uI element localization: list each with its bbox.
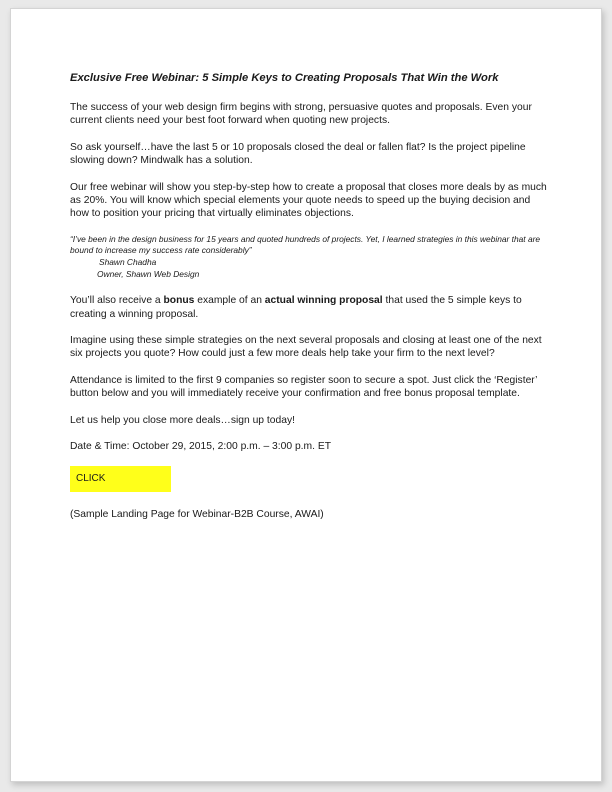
click-register-button[interactable]: CLICK	[70, 466, 171, 492]
testimonial-text: “I’ve been in the design business for 15 years and quoted hundreds of projects. Yet, I learned strategies in this webinar that are bound to increase my success rate considerably”	[70, 233, 541, 256]
testimonial-quote	[70, 234, 550, 280]
bonus-paragraph	[70, 294, 550, 321]
document-content	[70, 71, 550, 535]
signup-paragraph: Let us help you close more deals…sign up today!	[70, 414, 295, 426]
bonus-text-end: that used the 5 simple keys to creating a winning proposal.	[70, 295, 522, 320]
bonus-text-middle: example of an	[194, 295, 265, 307]
bonus-text-start: You’ll also receive a	[70, 295, 164, 307]
bonus-bold: bonus	[163, 295, 195, 307]
caption: (Sample Landing Page for Webinar-B2B Course, AWAI)	[70, 509, 324, 521]
attendance-paragraph: Attendance is limited to the first 9 companies so register soon to secure a spot. Just click the ‘Register’ button below and you will immediately receive your confirmation and free bonus proposal template.	[70, 374, 538, 400]
testimonial-author: Shawn Chadha	[99, 257, 157, 268]
imagine-paragraph: Imagine using these simple strategies on the next several proposals and closing at least one of the next six projects you quote? How could just a few more deals help take your firm to the next level?	[70, 335, 542, 360]
document-page	[10, 8, 602, 782]
question-paragraph: So ask yourself…have the last 5 or 10 proposals closed the deal or fallen flat? Is the project pipeline slowing down? Mindwalk has a solution.	[70, 141, 526, 167]
testimonial-role: Owner, Shawn Web Design	[97, 268, 200, 279]
document-title: Exclusive Free Webinar: 5 Simple Keys to Creating Proposals That Win the Work	[70, 72, 499, 84]
webinar-description-paragraph: Our free webinar will show you step-by-step how to create a proposal that closes more deals by as much as 20%. You will know which special elements your quote needs to speed up the buying decision and how to position your pricing that virtually eliminates objections.	[70, 181, 547, 220]
intro-paragraph: The success of your web design firm begins with strong, persuasive quotes and proposals. Even your current clients need your best foot forward when quoting new projects.	[70, 102, 532, 127]
date-time: Date & Time: October 29, 2015, 2:00 p.m. – 3:00 p.m. ET	[70, 441, 331, 453]
winning-proposal-bold: actual winning proposal	[264, 295, 383, 307]
